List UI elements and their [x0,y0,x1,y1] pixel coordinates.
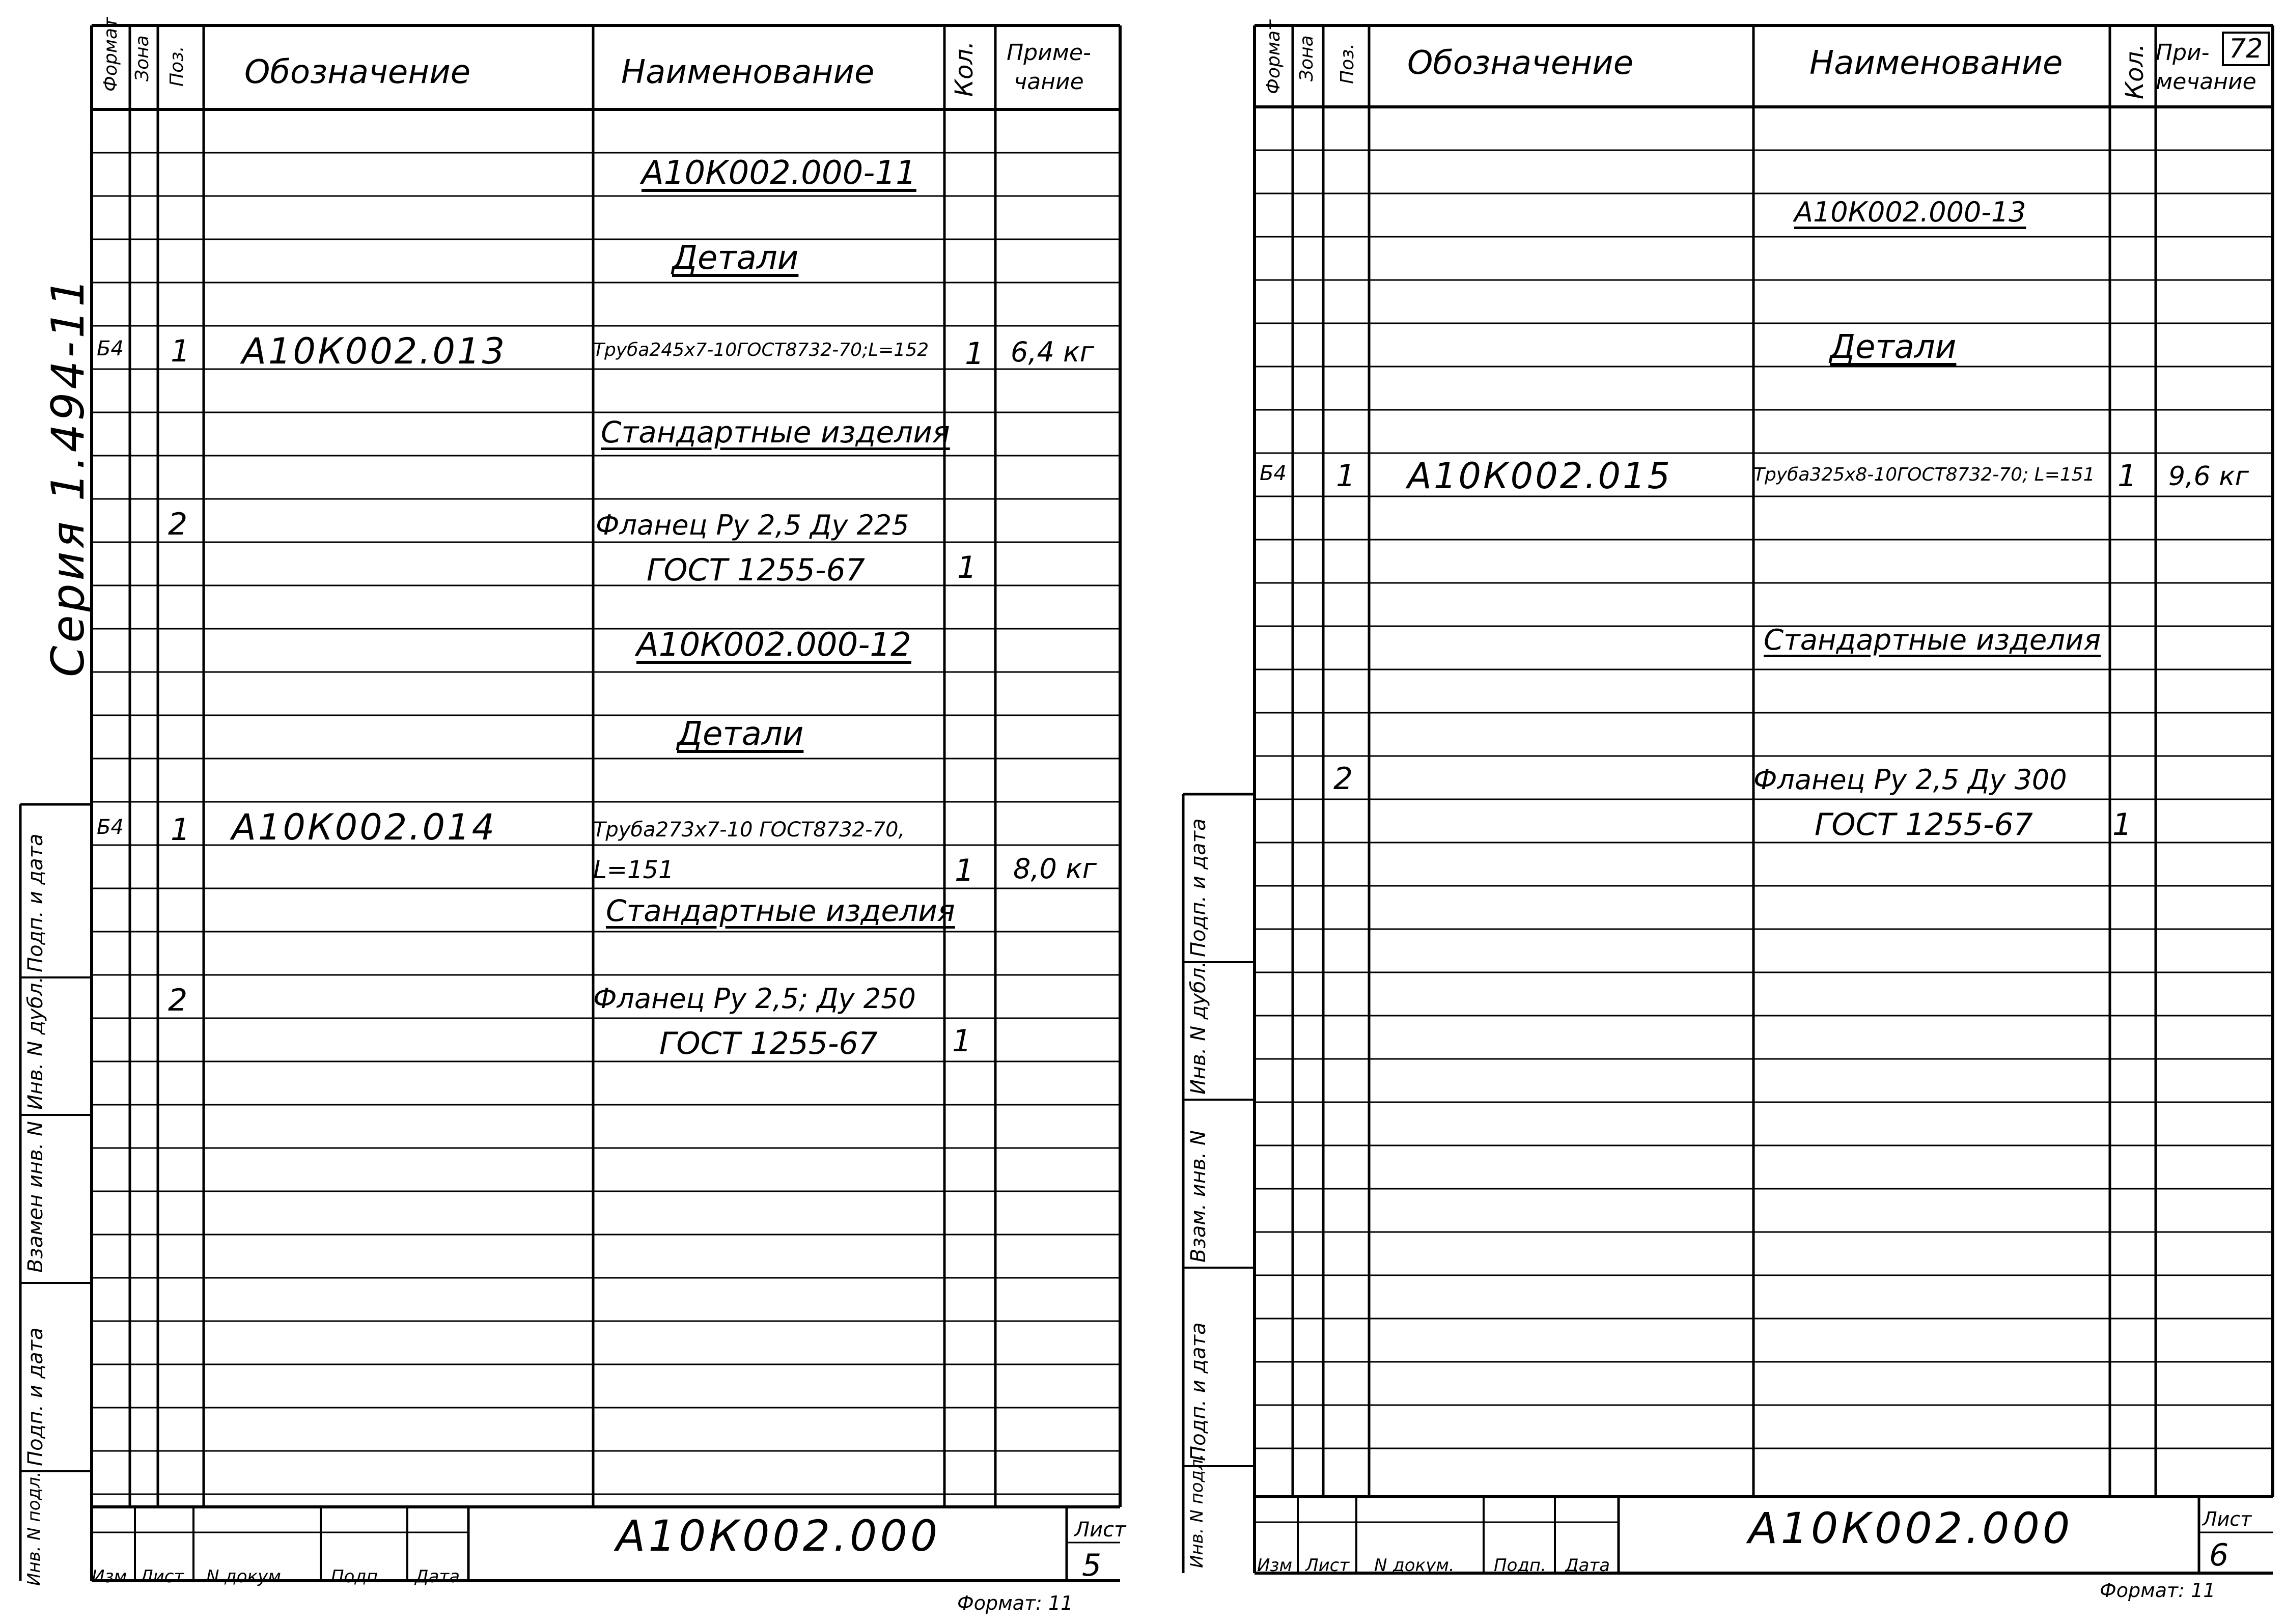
side-label-inv-dubl: Инв. N дубл. [24,976,47,1110]
row1-qty: 1 [2117,458,2137,494]
tb-col-list: Лист [140,1566,184,1587]
tb-sheet-number: 5 [1082,1548,1102,1583]
tb-col-ndokum: N докум. [206,1566,287,1587]
side-label-podp-data-1: Подп. и дата [1187,1322,1210,1461]
section-assembly-11: А10К002.000-11 [642,154,916,192]
row2-qty: 1 [957,550,977,585]
side-label-podp-data-2: Подп. и дата [24,833,47,972]
series-label: Серия 1.494-11 [42,275,94,677]
section-standard: Стандартные изделия [1764,624,2101,657]
row3-qty: 1 [955,853,974,888]
row1-note: 9,6 кг [2168,461,2249,492]
section-details: Детали [1830,328,1957,366]
row4-name-b: ГОСТ 1255-67 [659,1026,878,1061]
row3-designation: А10К002.014 [232,806,497,848]
header-name: Наименование [1809,44,2063,82]
row4-qty: 1 [952,1023,972,1059]
format-note: Формат: 11 [2100,1579,2216,1602]
row1-designation: А10К002.015 [1407,455,1673,497]
row3-pos: 1 [171,812,190,848]
header-qty: Кол. [2121,43,2149,99]
row1-name: Труба325х8-10ГОСТ8732-70; L=151 [1753,464,2095,485]
row1-pos: 1 [171,333,190,369]
side-label-inv-podl: Инв. N подл. [1187,1453,1207,1568]
section-standard-1: Стандартные изделия [601,415,950,450]
right-spec-sheet [1142,0,2285,1624]
row2-name-b: ГОСТ 1255-67 [647,552,865,588]
section-assembly-13: А10К002.000-13 [1794,196,2026,228]
tb-col-data: Дата [415,1566,460,1587]
tb-document-code: А10К002.000 [616,1511,941,1561]
section-assembly-12: А10К002.000-12 [636,626,911,664]
header-pos: Поз. [166,46,187,87]
tb-col-izm: Изм [1257,1555,1293,1576]
row2-qty: 1 [2112,807,2132,843]
tb-sheet-number: 6 [2209,1537,2229,1573]
format-note: Формат: 11 [957,1592,1073,1614]
header-format: Формат [100,17,121,92]
row2-name-a: Фланец Ру 2,5 Ду 225 [596,509,909,541]
tb-sheet-label: Лист [2203,1508,2252,1530]
side-label-vzamen: Взамен инв. N [24,1121,47,1273]
row1-note: 6,4 кг [1011,336,1095,368]
row1-pos: 1 [1336,458,1356,494]
header-zone: Зона [1296,35,1317,81]
row3-name-b: L=151 [593,856,674,884]
row3-note: 8,0 кг [1013,853,1097,885]
page-number: 72 [2222,32,2270,66]
tb-col-list: Лист [1305,1555,1350,1576]
row2-name-a: Фланец Ру 2,5 Ду 300 [1753,764,2067,796]
row2-name-b: ГОСТ 1255-67 [1815,807,2033,843]
row3-name-a: Труба273х7-10 ГОСТ8732-70, [593,818,905,842]
header-zone: Зона [132,35,153,81]
row4-name-a: Фланец Ру 2,5; Ду 250 [593,983,916,1015]
section-standard-2: Стандартные изделия [606,893,955,928]
header-note: Приме-чание [1007,40,1091,95]
left-spec-sheet [0,0,1142,1624]
side-label-inv-dubl: Инв. N дубл. [1187,961,1210,1095]
side-label-inv-podl: Инв. N подл. [24,1471,44,1586]
tb-col-podp: Подп. [331,1566,383,1587]
row2-pos: 2 [168,507,188,542]
side-label-podp-data-2: Подп. и дата [1187,818,1210,957]
tb-document-code: А10К002.000 [1748,1503,2073,1553]
header-name: Наименование [621,53,875,91]
tb-col-podp: Подп. [1494,1555,1546,1576]
row1-qty: 1 [965,336,985,372]
row1-designation: А10К002.013 [242,330,507,372]
header-note: При-мечание [2156,40,2256,95]
header-format: Формат [1263,19,1284,94]
row3-format: Б4 [97,816,124,839]
header-designation: Обозначение [244,53,471,91]
tb-col-data: Дата [1565,1555,1610,1576]
side-label-podp-data-1: Подп. и дата [24,1327,47,1466]
side-label-vzam: Взам. инв. N [1187,1130,1210,1263]
header-qty: Кол. [950,41,979,97]
row2-pos: 2 [1333,761,1353,797]
row4-pos: 2 [168,983,188,1018]
header-pos: Поз. [1337,43,1358,84]
row1-name: Труба245х7-10ГОСТ8732-70;L=152 [593,340,929,360]
header-designation: Обозначение [1407,44,1634,82]
tb-col-ndokum: N докум. [1374,1555,1455,1576]
section-details-2: Детали [677,715,804,753]
section-details-1: Детали [672,239,799,277]
row1-format: Б4 [1260,462,1287,485]
row1-format: Б4 [97,337,124,360]
tb-col-izm: Изм [92,1566,127,1587]
tb-sheet-label: Лист [1074,1518,1126,1542]
